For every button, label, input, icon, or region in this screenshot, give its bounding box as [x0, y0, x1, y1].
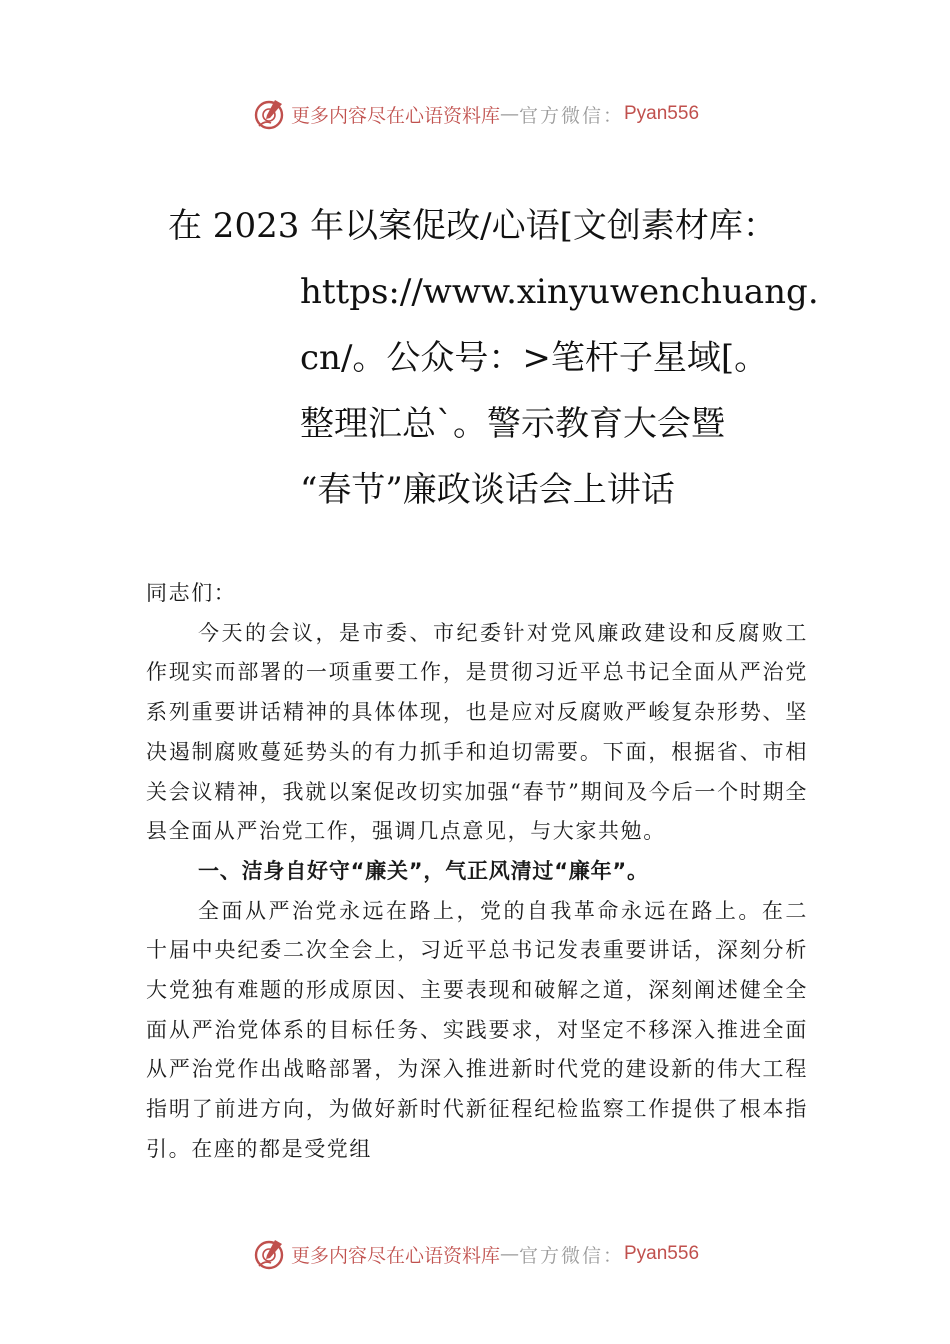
footer-library-text: 更多内容尽在心语资料库 — [290, 1244, 500, 1267]
pen-circle-logo-icon — [251, 1236, 287, 1272]
paragraph-2: 全面从严治党永远在路上，党的自我革命永远在路上。在二十届中央纪委二次全会上，习近平总书记发表重要讲话，深刻分析大党独有难题的形成原因、主要表现和破解之道，深刻阐述健全全面从严治党体系的目标任务、实践要求，对坚定不移深入推进全面从严治党作出战略部署，为深入推进新时代党的建设新的伟大工程指明了前进方向，为做好新时代新征程纪检监察工作提供了根本指引。在座的都是受党组 — [146, 898, 808, 1161]
section-heading-1: 一、洁身自好守“廉关”，气正风清过“廉年”。 — [198, 858, 649, 883]
footer-banner — [0, 1234, 950, 1274]
salutation: 同志们： — [146, 581, 237, 605]
banner-wechat-label: 官方微信： — [518, 104, 624, 127]
title-line-5: “春节”廉政谈话会上讲话 — [300, 470, 675, 510]
title-line-1: 在 2023 年以案促改/心语[文创素材库： — [168, 206, 777, 246]
header-banner — [0, 94, 950, 134]
paragraph-1: 今天的会议，是市委、市纪委针对党风廉政建设和反腐败工作现实而部署的一项重要工作，是贯彻习近平总书记全面从严治党系列重要讲话精神的具体体现，也是应对反腐败严峻复杂形势、坚决遏制腐败蔓延势头的有力抓手和迫切需要。下面，根据省、市相关会议精神，我就以案促改切实加强“春节”期间及今后一个时期全县全面从严治党工作，强调几点意见，与大家共勉。 — [146, 620, 808, 844]
banner-wechat-id: Pyan556 — [624, 103, 700, 124]
footer-wechat-label: 官方微信： — [518, 1244, 624, 1267]
title-line-4: 整理汇总`。警示教育大会暨 — [300, 404, 725, 444]
document-body — [146, 574, 808, 1170]
footer-separator: — — [499, 1243, 519, 1265]
title-line-2: https://www.xinyuwenchuang. — [300, 272, 819, 312]
footer-wechat-id: Pyan556 — [624, 1243, 700, 1264]
title-line-3: cn/。公众号：>笔杆子星域[。 — [300, 338, 769, 378]
pen-circle-logo-icon — [251, 96, 287, 132]
banner-library-text: 更多内容尽在心语资料库 — [290, 104, 500, 127]
banner-separator: — — [499, 103, 519, 125]
